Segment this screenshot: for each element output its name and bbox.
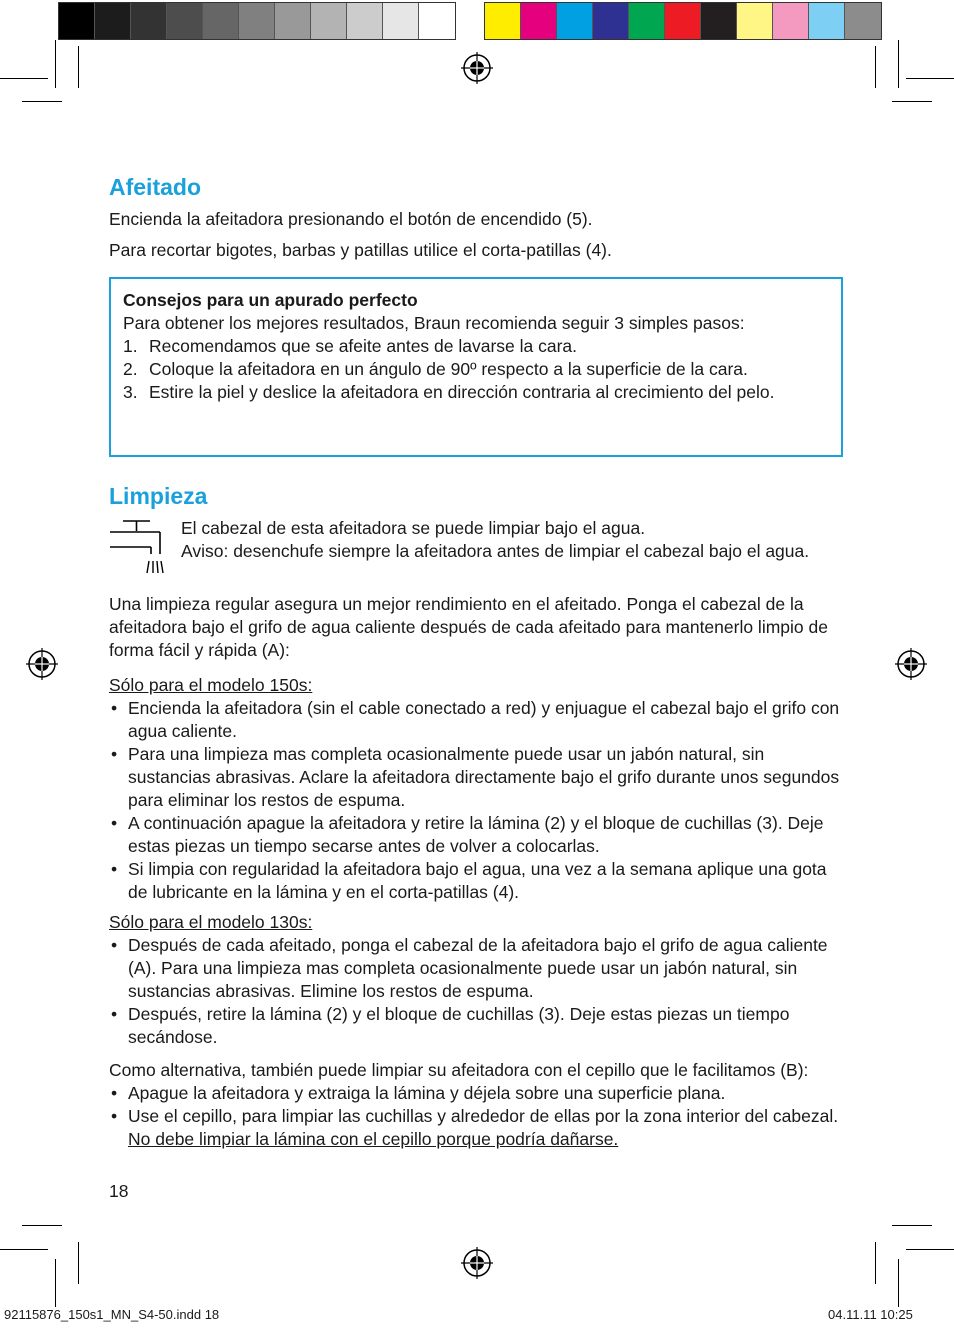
step-text: Estire la piel y deslice la afeitadora en dirección contraria al crecimiento del pelo.	[149, 382, 775, 402]
crop-mark	[22, 1225, 62, 1226]
list-item	[109, 1105, 849, 1151]
process-color-bar	[484, 2, 882, 40]
brush-alternative-section	[109, 1059, 849, 1151]
brush-list	[109, 1082, 849, 1151]
registration-mark-icon	[461, 52, 493, 84]
color-swatch	[773, 3, 809, 39]
tips-title: Consejos para un apurado perfecto	[123, 290, 418, 310]
color-swatch	[239, 3, 275, 39]
water-tap-icon	[108, 518, 168, 578]
color-swatch	[485, 3, 521, 39]
crop-mark	[898, 1259, 899, 1307]
registration-mark-icon	[895, 648, 927, 680]
list-item: • Encienda la afeitadora (sin el cable conectado a red) y enjuague el cabezal bajo el grifo con agua caliente.	[109, 697, 849, 743]
tap-note-line-1: El cabezal de esta afeitadora se puede limpiar bajo el agua.	[181, 518, 646, 538]
color-swatch	[383, 3, 419, 39]
shaving-paragraph-1: Encienda la afeitadora presionando el botón de encendido (5).	[109, 209, 593, 229]
color-swatch	[737, 3, 773, 39]
registration-mark-icon	[461, 1247, 493, 1279]
page-number: 18	[109, 1181, 129, 1201]
tips-intro: Para obtener los mejores resultados, Braun recomienda seguir 3 simples pasos:	[123, 313, 745, 333]
color-swatch	[629, 3, 665, 39]
color-swatch	[665, 3, 701, 39]
brush-intro: Como alternativa, también puede limpiar su afeitadora con el cepillo que le facilitamos (B):	[109, 1060, 809, 1080]
list-item: • Después, retire la lámina (2) y el bloque de cuchillas (3). Deje estas piezas un tiempo secándose.	[109, 1003, 849, 1049]
color-swatch	[347, 3, 383, 39]
crop-mark	[78, 46, 79, 88]
color-swatch	[593, 3, 629, 39]
model-150s-section	[109, 674, 849, 904]
list-item: • Si limpia con regularidad la afeitadora bajo el agua, una vez a la semana aplique una gota de lubricante en la lámina y en el corta-patillas (4).	[109, 858, 849, 904]
color-swatch	[419, 3, 455, 39]
grayscale-color-bar	[58, 2, 456, 40]
crop-mark	[906, 1249, 954, 1250]
tap-note	[181, 517, 846, 563]
tips-step	[123, 335, 835, 358]
tap-note-line-2: Aviso: desenchufe siempre la afeitadora antes de limpiar el cabezal bajo el agua.	[181, 541, 810, 561]
heading-cleaning: Limpieza	[109, 483, 208, 509]
step-number: 3.	[123, 382, 138, 402]
color-swatch	[203, 3, 239, 39]
crop-mark	[0, 1249, 48, 1250]
crop-mark	[55, 1259, 56, 1307]
list-item: • Para una limpieza mas completa ocasionalmente puede usar un jabón natural, sin sustancias abrasivas. Aclare la afeitadora directamente bajo el grifo durante unos segundos para eliminar los restos de espuma.	[109, 743, 849, 812]
tips-step	[123, 358, 835, 381]
step-number: 2.	[123, 359, 138, 379]
brush-warning: No debe limpiar la lámina con el cepillo porque podría dañarse.	[128, 1129, 619, 1149]
color-swatch	[167, 3, 203, 39]
crop-mark	[22, 101, 62, 102]
tips-step	[123, 381, 835, 404]
color-swatch	[557, 3, 593, 39]
registration-mark-icon	[26, 648, 58, 680]
crop-mark	[906, 78, 954, 79]
tips-steps-list	[123, 335, 835, 404]
slug-datetime: 04.11.11 10:25	[828, 1307, 913, 1322]
heading-shaving: Afeitado	[109, 174, 201, 200]
list-item: • Después de cada afeitado, ponga el cabezal de la afeitadora bajo el grifo de agua caliente (A). Para una limpieza mas completa ocasionalmente puede usar un jabón natural, sin sustancias abrasivas. Elimine los restos de espuma.	[109, 934, 849, 1003]
color-swatch	[275, 3, 311, 39]
list-item: • Apague la afeitadora y extraiga la lámina y déjela sobre una superficie plana.	[109, 1082, 849, 1105]
crop-mark	[898, 40, 899, 88]
color-swatch	[311, 3, 347, 39]
color-swatch	[95, 3, 131, 39]
tips-box	[109, 277, 843, 457]
color-swatch	[701, 3, 737, 39]
crop-mark	[875, 46, 876, 88]
color-swatch	[809, 3, 845, 39]
cleaning-regular-paragraph: Una limpieza regular asegura un mejor rendimiento en el afeitado. Ponga el cabezal de la afeitadora bajo el grifo de agua caliente después de cada afeitado para mantenerlo limpio de forma fácil y rápida (A):	[109, 594, 828, 660]
color-swatch	[521, 3, 557, 39]
crop-mark	[892, 101, 932, 102]
color-swatch	[59, 3, 95, 39]
step-text: Recomendamos que se afeite antes de lavarse la cara.	[149, 336, 578, 356]
color-swatch	[131, 3, 167, 39]
brush-item-text: Use el cepillo, para limpiar las cuchillas y alrededor de ellas por la zona interior del cabezal.	[128, 1106, 839, 1126]
shaving-paragraph-2: Para recortar bigotes, barbas y patillas utilice el corta-patillas (4).	[109, 240, 612, 260]
model-130s-title: Sólo para el modelo 130s:	[109, 912, 313, 932]
step-text: Coloque la afeitadora en un ángulo de 90º respecto a la superficie de la cara.	[149, 359, 748, 379]
model-150s-title: Sólo para el modelo 150s:	[109, 675, 313, 695]
model-130s-list	[109, 934, 849, 1049]
crop-mark	[78, 1242, 79, 1284]
crop-mark	[0, 78, 48, 79]
crop-mark	[55, 40, 56, 88]
crop-mark	[892, 1225, 932, 1226]
model-150s-list	[109, 697, 849, 904]
model-130s-section	[109, 911, 849, 1049]
slug-filename: 92115876_150s1_MN_S4-50.indd 18	[4, 1307, 220, 1322]
step-number: 1.	[123, 336, 138, 356]
color-swatch	[845, 3, 881, 39]
crop-mark	[875, 1242, 876, 1284]
list-item: • A continuación apague la afeitadora y retire la lámina (2) y el bloque de cuchillas (3). Deje estas piezas un tiempo secarse antes de volver a colocarlas.	[109, 812, 849, 858]
